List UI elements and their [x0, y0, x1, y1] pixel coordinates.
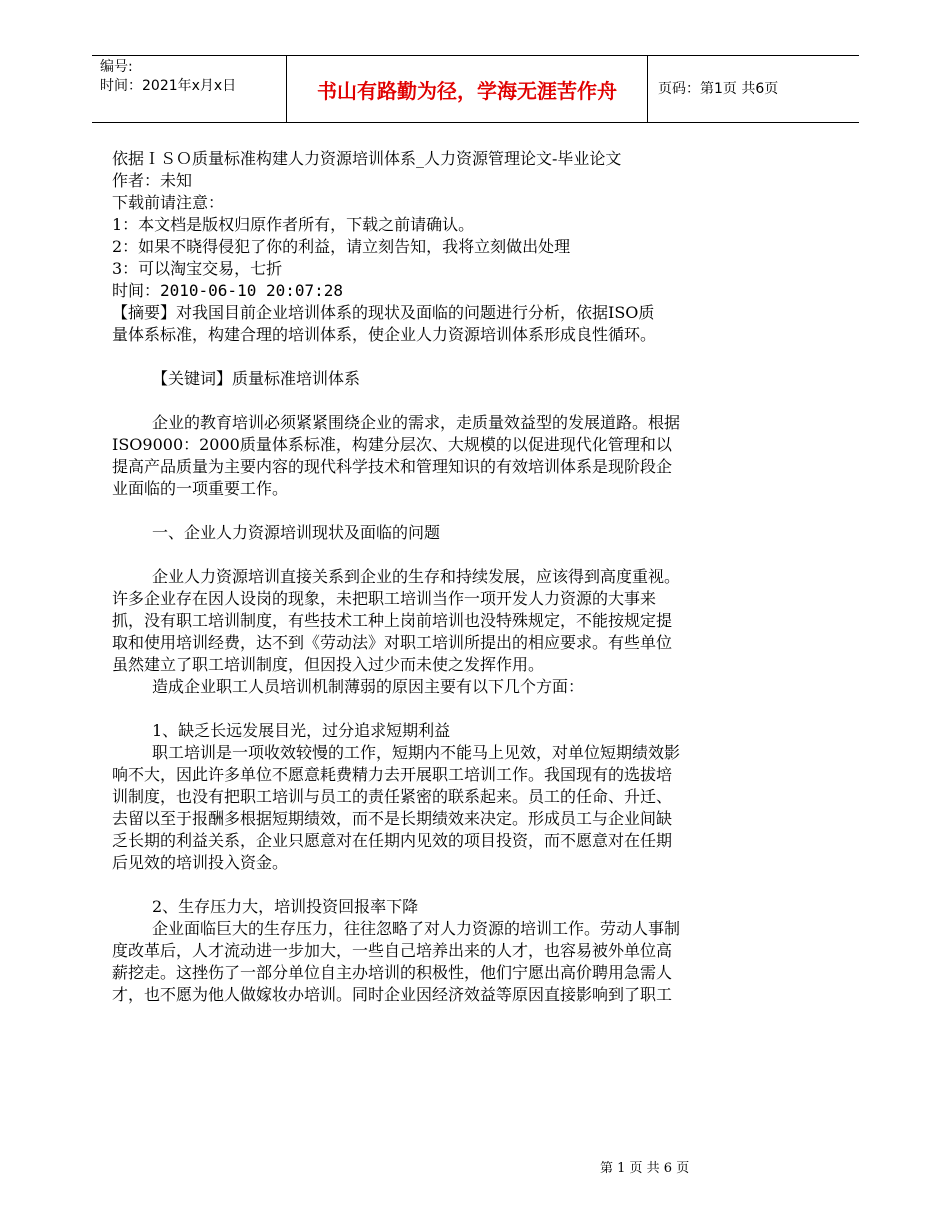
notice-1: 1：本文档是版权归原作者所有，下载之前请确认。 — [112, 215, 475, 234]
header-meta — [100, 58, 236, 96]
number-label: 编号: — [100, 59, 133, 75]
point2-line: 薪挖走。这挫伤了一部分单位自主办培训的积极性，他们宁愿出高价聘用急需人 — [112, 963, 673, 982]
notice-2: 2：如果不晓得侵犯了你的利益，请立刻告知，我将立刻做出处理 — [112, 237, 571, 256]
intro-line: ISO9000：2000质量体系标准，构建分层次、大规模的以促进现代化管理和以 — [112, 435, 672, 454]
intro-line: 企业的教育培训必须紧紧围绕企业的需求，走质量效益型的发展道路。根据 — [152, 413, 681, 432]
document-body — [112, 148, 772, 1006]
point2-line: 企业面临巨大的生存压力，往往忽略了对人力资源的培训工作。劳动人事制 — [152, 919, 681, 938]
document-time: 时间：2010-06-10 20:07:28 — [112, 281, 344, 300]
section1-line: 抓，没有职工培训制度，有些技术工种上岗前培训也没特殊规定，不能按规定提 — [112, 611, 673, 630]
page-label: 页码：第1页 共6页 — [658, 81, 779, 97]
section1-line: 虽然建立了职工培训制度，但因投入过少而未使之发挥作用。 — [112, 655, 545, 674]
section1-line: 许多企业存在因人设岗的现象，未把职工培训当作一项开发人力资源的大事来 — [112, 589, 657, 608]
motto: 书山有路勤为径，学海无涯苦作舟 — [286, 56, 648, 122]
point1-line: 后见效的培训投入资金。 — [112, 853, 289, 872]
abstract-line: 量体系标准，构建合理的培训体系，使企业人力资源培训体系形成良性循环。 — [112, 325, 657, 344]
author: 作者：未知 — [112, 171, 193, 190]
notice-3: 3：可以淘宝交易，七折 — [112, 259, 283, 278]
abstract-line: 【摘要】对我国目前企业培训体系的现状及面临的问题进行分析，依据ISO质 — [112, 303, 655, 322]
page-footer: 第 1 页 共 6 页 — [600, 1161, 690, 1176]
point2-heading: 2、生存压力大，培训投资回报率下降 — [152, 897, 419, 916]
section1-heading: 一、企业人力资源培训现状及面临的问题 — [152, 523, 441, 542]
intro-line: 提高产品质量为主要内容的现代科学技术和管理知识的有效培训体系是现阶段企 — [112, 457, 673, 476]
time-label: 时间：2021年x月x日 — [100, 78, 237, 94]
section1-line: 取和使用培训经费，达不到《劳动法》对职工培训所提出的相应要求。有些单位 — [112, 633, 673, 652]
point1-line: 训制度，也没有把职工培训与员工的责任紧密的联系起来。员工的任命、升迁、 — [112, 787, 673, 806]
point1-line: 乏长期的利益关系，企业只愿意对在任期内见效的项目投资，而不愿意对在任期 — [112, 831, 673, 850]
point1-line: 响不大，因此许多单位不愿意耗费精力去开展职工培训工作。我国现有的选拔培 — [112, 765, 673, 784]
page-header — [92, 55, 859, 123]
point1-heading: 1、缺乏长远发展目光，过分追求短期利益 — [152, 721, 451, 740]
keywords: 【关键词】质量标准培训体系 — [152, 369, 361, 388]
notice-heading: 下载前请注意： — [112, 193, 225, 212]
point1-line: 职工培训是一项收效较慢的工作，短期内不能马上见效，对单位短期绩效影 — [152, 743, 681, 762]
point2-line: 才，也不愿为他人做嫁妆办培训。同时企业因经济效益等原因直接影响到了职工 — [112, 985, 673, 1004]
intro-line: 业面临的一项重要工作。 — [112, 479, 289, 498]
document-title: 依据ＩＳＯ质量标准构建人力资源培训体系_人力资源管理论文-毕业论文 — [112, 149, 622, 168]
section1-reasons: 造成企业职工人员培训机制薄弱的原因主要有以下几个方面： — [152, 677, 585, 696]
section1-line: 企业人力资源培训直接关系到企业的生存和持续发展，应该得到高度重视。 — [152, 567, 681, 586]
point1-line: 去留以至于报酬多根据短期绩效，而不是长期绩效来决定。形成员工与企业间缺 — [112, 809, 673, 828]
point2-line: 度改革后，人才流动进一步加大，一些自己培养出来的人才，也容易被外单位高 — [112, 941, 673, 960]
